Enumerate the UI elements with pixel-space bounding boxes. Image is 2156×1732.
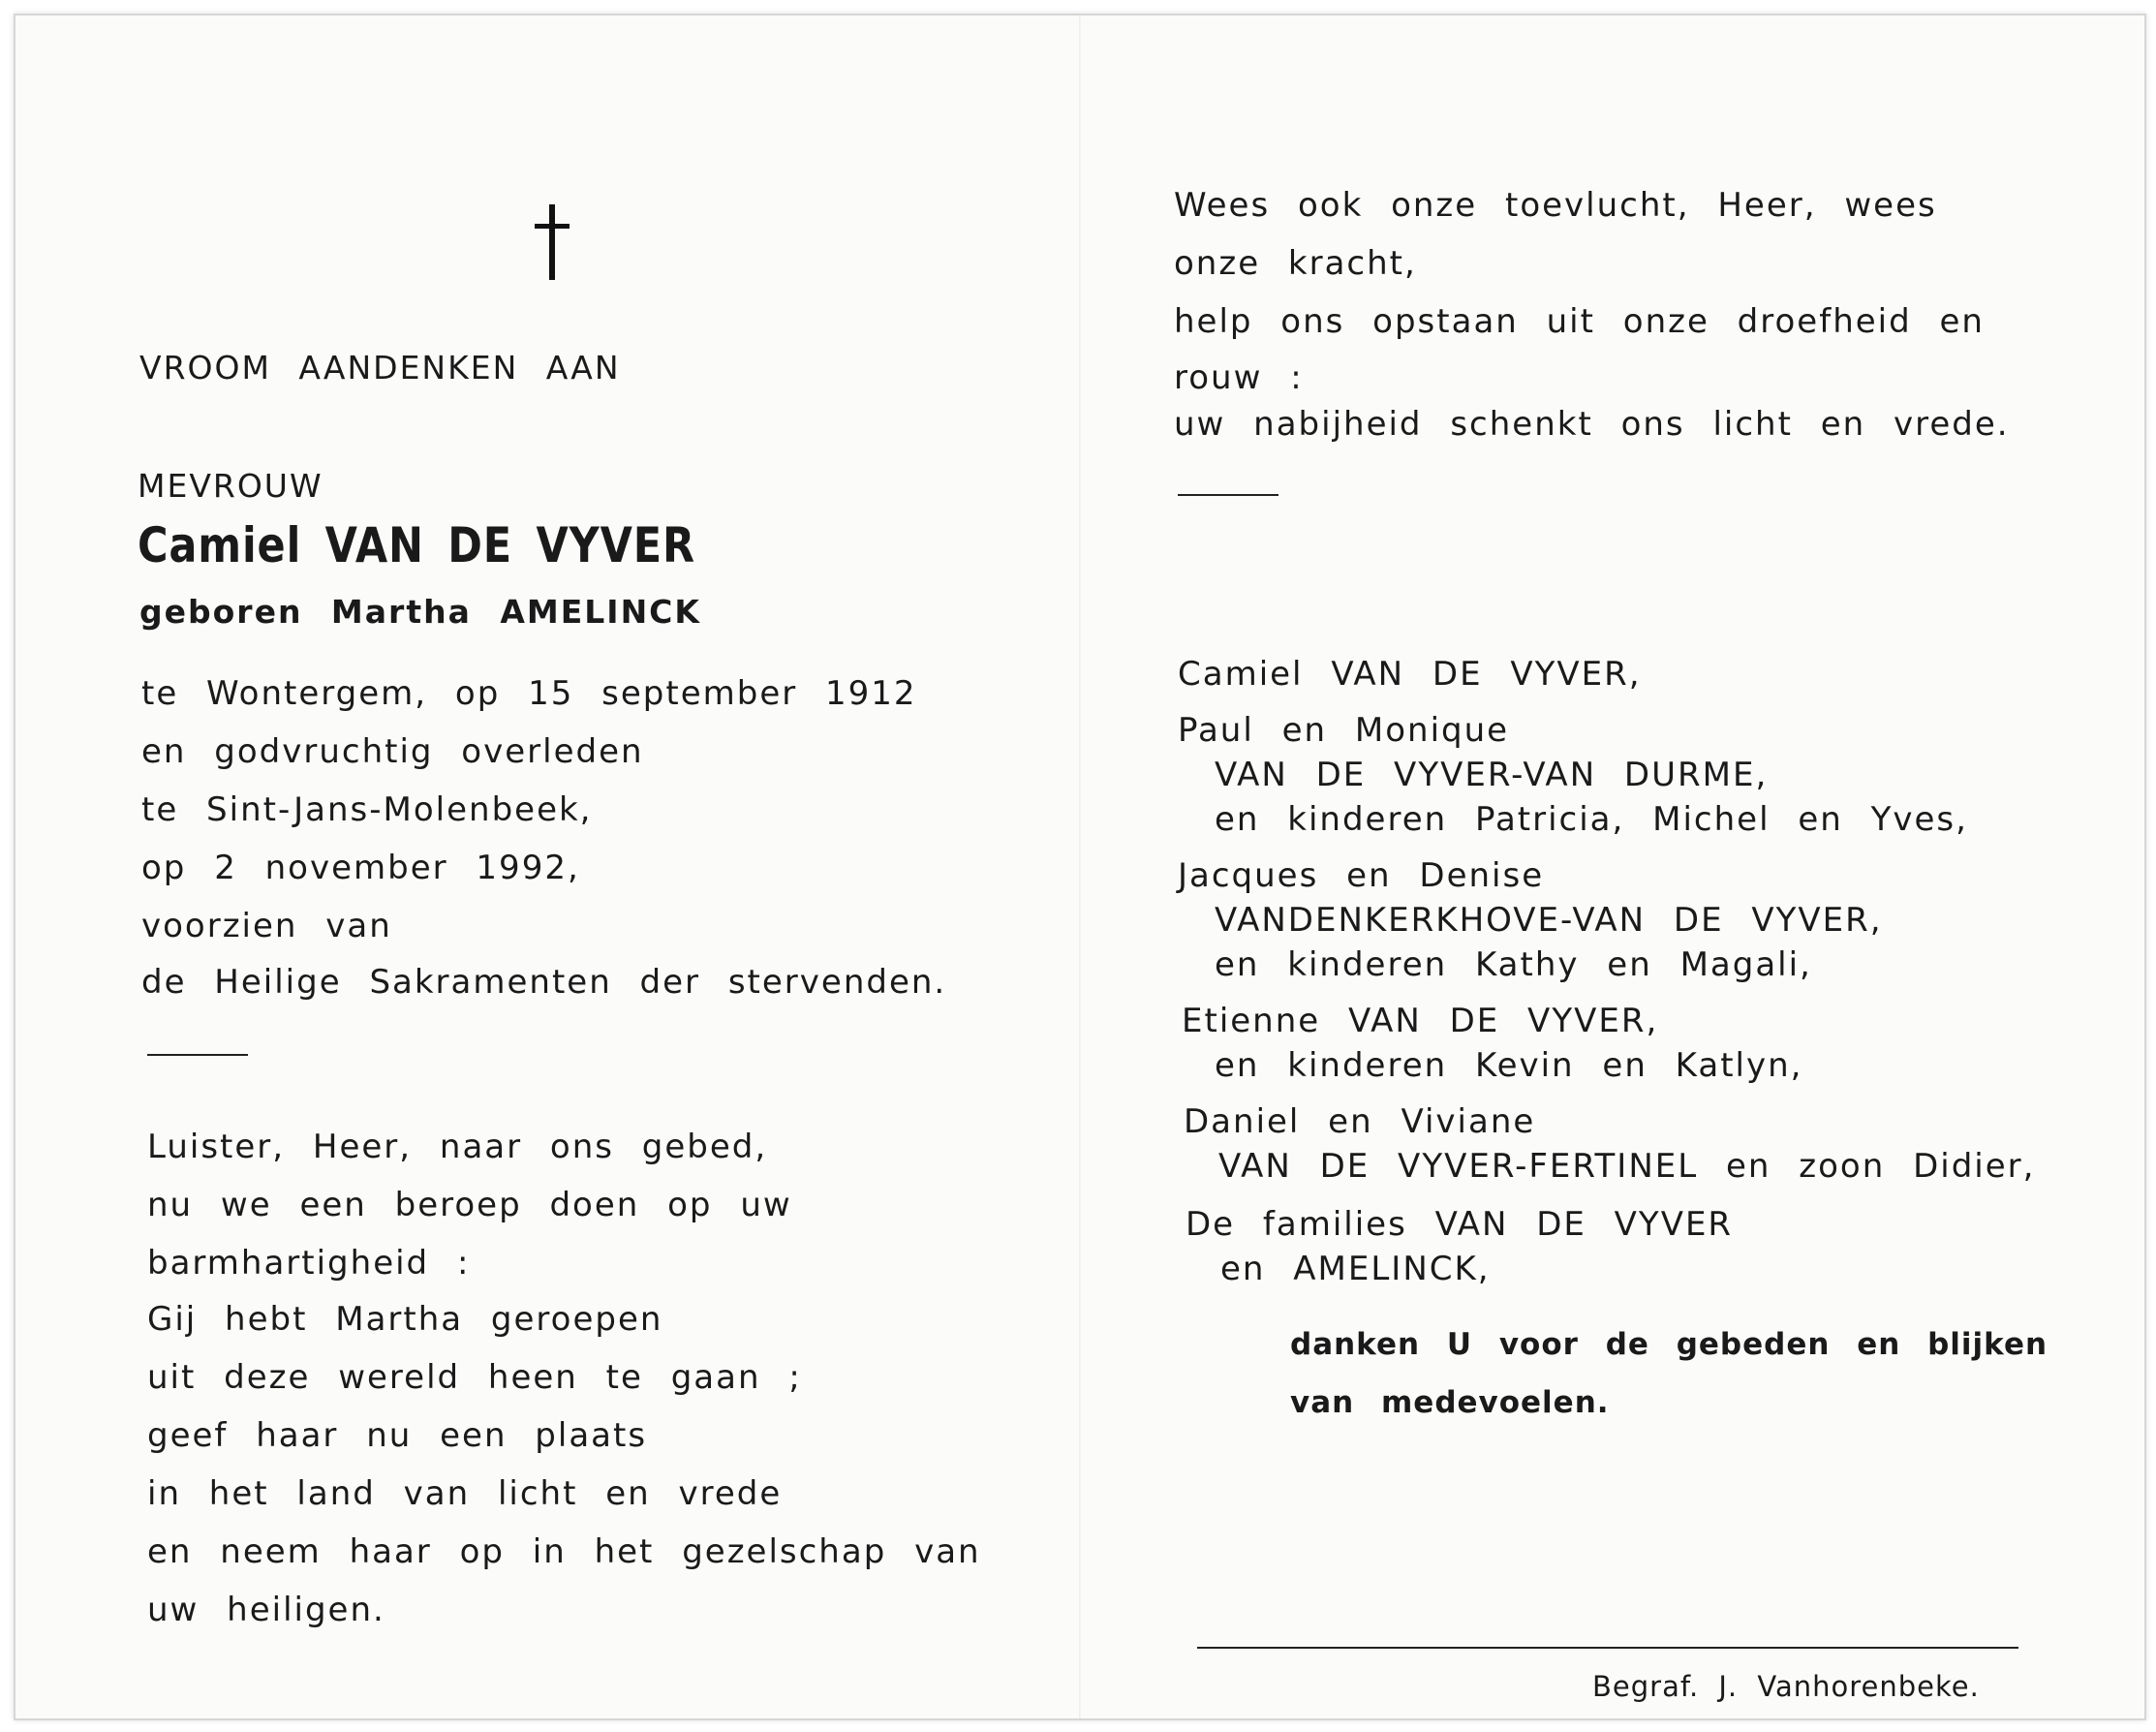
bio-line: te Wontergem, op 15 september 1912 [141,674,917,713]
prayer-line: barmhartigheid : [147,1244,471,1283]
printer-credit: Begraf. J. Vanhorenbeke. [1592,1670,1980,1703]
prayer-line: uw heiligen. [147,1591,385,1629]
thanks-line: van medevoelen. [1290,1385,1610,1420]
bio-line: de Heilige Sakramenten der stervenden. [141,963,947,1002]
prayer-line: en neem haar op in het gezelschap van [147,1532,981,1571]
family-line: en kinderen Kathy en Magali, [1215,945,1812,984]
prayer-line: Gij hebt Martha geroepen [147,1300,663,1339]
family-line: De families VAN DE VYVER [1186,1205,1734,1244]
intro-text: VROOM AANDENKEN AAN [139,349,621,387]
divider-right [1178,494,1278,496]
deceased-name: Camiel VAN DE VYVER [138,517,695,573]
family-line: Etienne VAN DE VYVER, [1182,1002,1659,1040]
divider-bottom [1197,1647,2018,1649]
bio-line: op 2 november 1992, [141,849,580,887]
bio-line: voorzien van [141,907,392,945]
title-text: MEVROUW [138,467,323,505]
family-line: Camiel VAN DE VYVER, [1178,655,1642,694]
divider-left [147,1054,248,1056]
cross-icon [531,202,573,282]
family-line: Daniel en Viviane [1184,1102,1536,1141]
prayer-line: uit deze wereld heen te gaan ; [147,1358,802,1397]
memorial-card [14,14,2146,1720]
right-prayer-line: rouw : [1174,358,1304,397]
family-line: Jacques en Denise [1178,856,1545,895]
family-line: VAN DE VYVER-VAN DURME, [1215,756,1769,794]
prayer-line: geef haar nu een plaats [147,1416,648,1455]
card-fold [1079,15,1081,1718]
family-line: en AMELINCK, [1220,1250,1491,1288]
family-line: VANDENKERKHOVE-VAN DE VYVER, [1215,901,1883,940]
thanks-line: danken U voor de gebeden en blijken [1290,1327,2048,1362]
bio-line: te Sint-Jans-Molenbeek, [141,790,593,829]
bio-line: en godvruchtig overleden [141,732,644,771]
prayer-line: Luister, Heer, naar ons gebed, [147,1128,768,1166]
prayer-line: in het land van licht en vrede [147,1474,783,1513]
right-prayer-line: onze kracht, [1174,244,1417,283]
family-line: Paul en Monique [1178,711,1510,750]
family-line: en kinderen Kevin en Katlyn, [1215,1046,1803,1085]
family-line: en kinderen Patricia, Michel en Yves, [1215,800,1968,839]
right-prayer-line: Wees ook onze toevlucht, Heer, wees [1174,186,1937,225]
family-line: VAN DE VYVER-FERTINEL en zoon Didier, [1218,1147,2036,1186]
prayer-line: nu we een beroep doen op uw [147,1186,792,1224]
right-prayer-line: help ons opstaan uit onze droefheid en [1174,302,1985,341]
right-prayer-line: uw nabijheid schenkt ons licht en vrede. [1174,405,2010,444]
birth-name: geboren Martha AMELINCK [139,593,701,631]
